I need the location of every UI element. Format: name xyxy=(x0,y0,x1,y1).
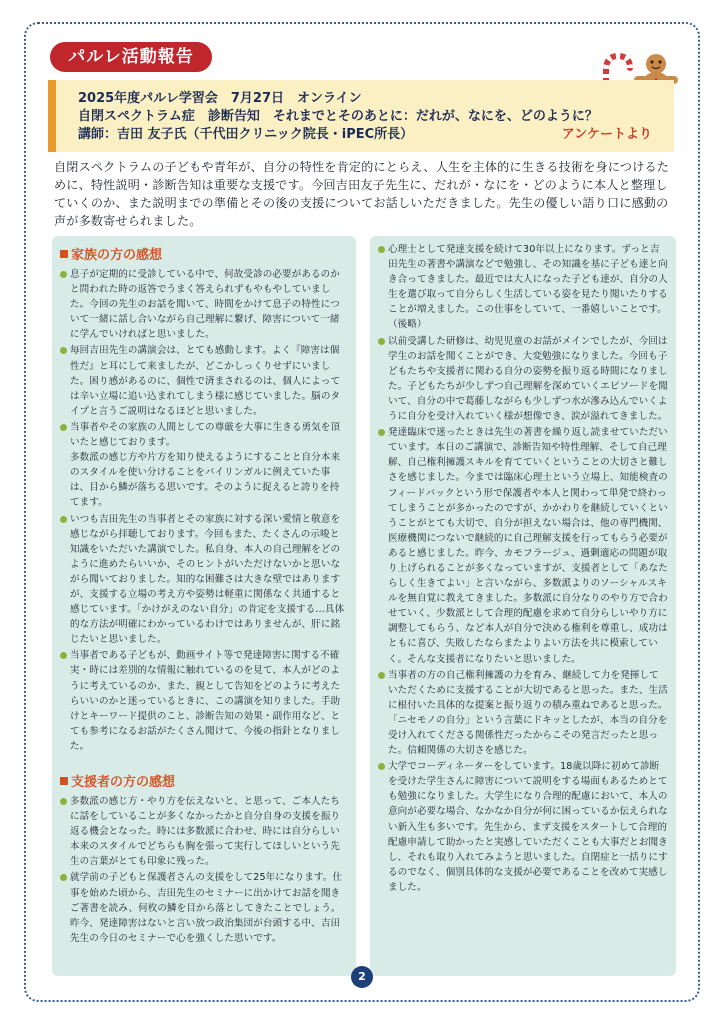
comment-item xyxy=(378,668,668,759)
comment-text: 発達臨床で迷ったときは先生の著書を繰り返し読ませていただいています。本日のご講演で、診断告知や特性理解、そして自己理解、自己権利擁護スキルを育てていくということの大切さと難しさを感じました。今までは臨床心理士という立場上、知能検査のフィードバックという形で保護者や本人と関わって単発で終わってしまうことが多かったのですが、かかわりを継続していくということがとても大切で、自分が担えない場合は、他の専門機関、医療機関につないで継続的に自己理解支援を行ってもらう必要があると感じました。昨今、カモフラージュ、過剰適応の問題が取り上げられることが多くなっていますが、支援者として「あなたらしく生きてよい」と言いながら、多数派よりのソーシャルスキルを無自覚に教えてきました。多数派に自分なりのやり方で合わせていく、少数派として合理的配慮を求めて自分らしいやり方に調整してもらう、など本人が自分で決める権利を尊重し、成功はともに喜び、失敗したならまたよりよい方法を共に模索していく。そんな支援者になりたいと思いました。 xyxy=(388,427,668,665)
comment-item xyxy=(378,425,668,667)
event-lecturer: 講師：吉田 友子氏（千代田クリニック院長・iPEC所長） xyxy=(78,127,414,142)
comment-text: 息子が定期的に受診している中で、何故受診の必要があるのかと問われた時の返答でうまく答えられずもやもやしていました。今回の先生のお話を聞いて、時間をかけて息子の特性について一緒に話し合いながら自己理解に繋げ、障害について一緒に学んでいければと思いました。 xyxy=(70,269,340,341)
bullet-icon xyxy=(60,424,67,431)
square-bullet-icon xyxy=(60,250,68,258)
event-title: 自閉スペクトラム症 診断告知 それまでとそのあとに：だれが、なにを、どのように？ xyxy=(78,109,598,124)
bullet-icon xyxy=(60,652,67,659)
family-comments xyxy=(60,267,348,754)
comment-item xyxy=(60,794,348,869)
bullet-icon xyxy=(378,429,385,436)
bullet-icon xyxy=(378,338,385,345)
comment-item xyxy=(378,759,668,895)
bullet-icon xyxy=(60,798,67,805)
bullet-icon xyxy=(60,516,67,523)
comment-text: 心理士として発達支援を続けて30年以上になります。ずっと吉田先生の著書や講演などで勉強し、その知識を基に子ども達と向き合ってきました。最近では大人になった子ども達が、自分の人生を選び取って自分らしく生活している姿を見たり聞いたりすることが増えました。この仕事をしていて、一番嬉しいことです。（後略） xyxy=(388,244,668,331)
left-column xyxy=(52,236,356,976)
comment-item xyxy=(60,512,348,648)
comment-item xyxy=(60,648,348,754)
event-info-box xyxy=(48,80,674,152)
square-bullet-icon xyxy=(60,777,68,785)
supporter-heading: 支援者の方の感想 xyxy=(60,771,348,790)
comment-item xyxy=(378,242,668,333)
family-heading: 家族の方の感想 xyxy=(60,244,348,263)
comment-text: 就学前の子どもと保護者さんの支援をして25年になります。仕事を始めた頃から、吉田先生のセミナーに出かけてお話を聞きご著書を読み、何枚の鱗を目から落としてきたことでしょう。昨今、発達障害はないと言い放つ政治集団が台頭する中、吉田先生の今日のセミナーで心を強くした思いです。 xyxy=(70,872,343,944)
comment-text: 当事者である子どもが、動画サイト等で発達障害に関する不確実・時には差別的な情報に触れているのを見て、本人がどのように考えているのか、また、親として告知をどのように考えたらいいのかと迷っているときに、この講演を知りました。手助けとキーワード提供のこと、診断告知の効果・副作用など、とても参考になるお話がたくさん聞けて、今後の指針となりました。 xyxy=(70,650,341,752)
comment-text: 大学でコーディネーターをしています。18歳以降に初めて診断を受けた学生さんに障害について説明をする場面もあるためとても勉強になりました。大学生になり合理的配慮において、本人の意向が必要な場合、なかなか自分が何に困っているか伝えられない新入生も多いです。先生から、まず支援をスタートして合理的配慮申請して助かったと実感していただくことも大事だとお聞きし、それも取り入れてみようと思いました。自閉症と一括りにするのでなく、個別具体的な支援が必要であることを改めて実感しました。 xyxy=(388,761,668,893)
comment-text: 当事者やその家族の人間としての尊厳を大事に生きる勇気を頂いたと感じております。 xyxy=(70,421,341,449)
comment-text: 多数派の感じ方や片方を知り使えるようにすることと自分本来のスタイルを使い分けることをバイリンガルに例えていた事は、目から鱗が落ちる思いです。そのように捉えると誇りを持てます。 xyxy=(70,452,341,509)
comment-text: 当事者の方の自己権利擁護の力を育み、継続して力を発揮していただくために支援することが大切であると思った。また、生活に根付いた具体的な提案と振り返りの積み重ねであると思った。「ニセモノの自分」という言葉にドキッとしたが、本当の自分を受け入れてくださる関係性だったからこその発言だったと思った。信頼関係の大切さを感じた。 xyxy=(388,669,668,757)
survey-note: アンケートより xyxy=(561,127,652,142)
intro-paragraph: 自閉スペクトラムの子どもや青年が、自分の特性を肯定的にとらえ、人生を主体的に生きる技術を身につけるために、特性説明・診断告知は重要な支援です。今回吉田友子先生に、だれが・なにを・どのように本人と整理していくのか、また説明までの準備とその後の支援についてお話しいただきました。先生の優しい語り口に感動の声が多数寄せられました。 xyxy=(54,160,670,228)
comment-item xyxy=(60,267,348,342)
right-column xyxy=(370,236,676,976)
supporter-comments xyxy=(60,794,348,946)
section-title: パルレ活動報告 xyxy=(50,42,212,72)
comment-item xyxy=(60,870,348,945)
bullet-icon xyxy=(378,763,385,770)
bullet-icon xyxy=(60,874,67,881)
bullet-icon xyxy=(378,246,385,253)
event-date-line: 2025年度パルレ学習会 7月27日 オンライン xyxy=(78,91,362,106)
bullet-icon xyxy=(60,271,67,278)
supporter-comments-continued xyxy=(378,242,668,895)
comment-item xyxy=(60,420,348,511)
page-number: 2 xyxy=(351,966,373,988)
comment-item xyxy=(378,334,668,425)
bullet-icon xyxy=(60,347,67,354)
comment-text: 以前受講した研修は、幼児児童のお話がメインでしたが、今回は学生のお話を聞くことができ、大変勉強になりました。今回も子どもたちや支援者に関わる自分の姿勢を振り返る時間になりました。子どもたちが少しずつ自己理解を深めていくエピソードを聞いて、自分の中で葛藤しながらも少しずつ水が滲み込んでいくように自分を受け入れていく様が想像でき、涙が溢れてきました。 xyxy=(388,335,668,423)
bullet-icon xyxy=(378,672,385,679)
comment-item xyxy=(60,343,348,418)
comment-text: 毎回吉田先生の講演会は、とても感動します。よく『障害は個性だ』と耳にして来ましたが、どこかしっくりせずにいました。困り感があるのに、個性で済まされるのは、個人によっては辛い立場に追い込まれてしまう様に感じていました。脳のタイプと言うご説明はなるほどと思いました。 xyxy=(70,345,341,417)
comment-text: いつも吉田先生の当事者とその家族に対する深い愛情と敬意を感じながら拝聴しております。今回もまた、たくさんの示唆と知識をいただいた講演でした。私自身、本人の自己理解をどのように進めたらいいか、そのヒントがいただけないかと思いながら聞いておりました。知的な困難さは大きな壁ではありますが、支援する立場の考え方や姿勢は軽重に関係なく共通すると感じています。「かけがえのない自分」の肯定を支援する…具体的な方法が明確にわかっているわけではありませんが、肝に銘じたいと思いました。 xyxy=(70,513,345,646)
comment-text: 多数派の感じ方・やり方を伝えないと、と思って、ご本人たちに話をしていることが多くなかったかと自分自身の支援を振り返る機会となった。時には多数派に合わせ、時には自分らしい本来のスタイルでどちらも胸を張って実行してほしいという先生の言葉がとても印象に残った。 xyxy=(70,796,341,868)
